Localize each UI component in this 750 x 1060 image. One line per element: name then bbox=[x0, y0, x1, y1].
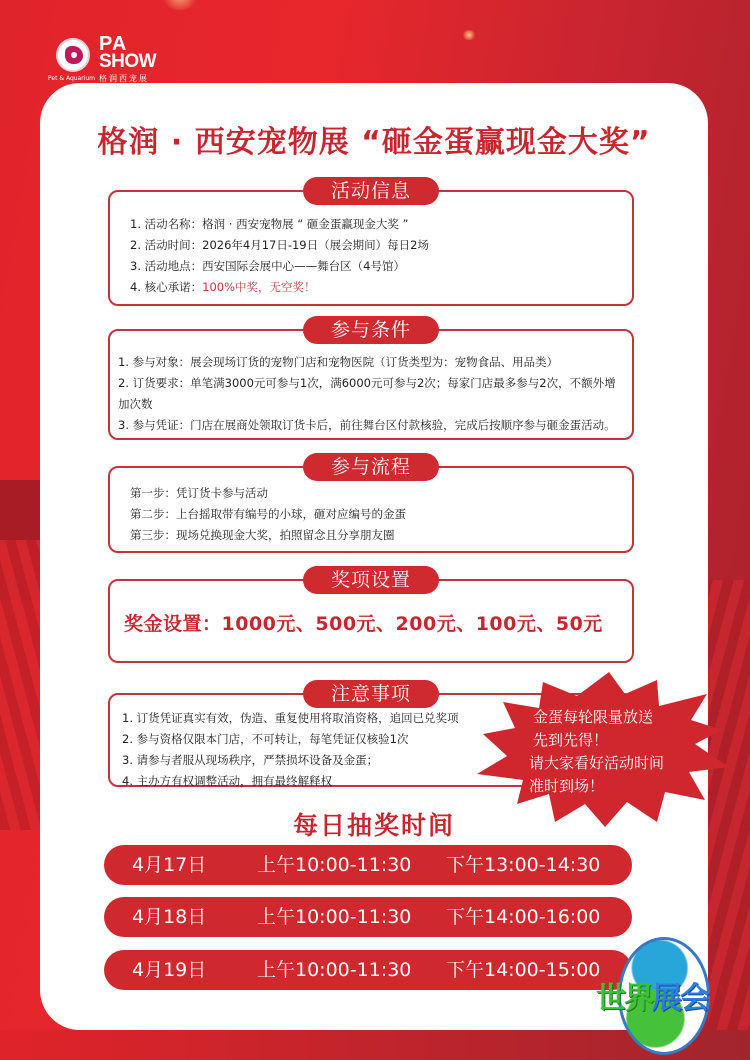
poster-title: 格润 · 西安宠物展 “砸金蛋赢现金大奖” bbox=[97, 125, 651, 160]
daily-draw-title: 每日抽奖时间 bbox=[292, 811, 455, 840]
world-expo-watermark bbox=[596, 937, 748, 1057]
list-item: 3. 活动地点：西安国际会展中心——舞台区（4号馆） bbox=[130, 259, 405, 273]
burst-line: 请大家看好活动时间 bbox=[529, 754, 665, 772]
schedule-row bbox=[104, 845, 632, 885]
list-item bbox=[130, 277, 622, 298]
list-item: 3. 请参与者服从现场秩序，严禁损坏设备及金蛋； bbox=[122, 753, 379, 767]
promise-highlight: 100%中奖，无空奖！ bbox=[202, 280, 316, 294]
logo-subtitle-cn: 格润西宠展 bbox=[99, 74, 149, 83]
schedule-morning: 上午10:00-11:30 bbox=[257, 854, 412, 876]
burst-text bbox=[529, 706, 664, 798]
list-item: 第二步：上台摇取带有编号的小球，砸对应编号的金蛋 bbox=[130, 507, 406, 521]
list-item: 1. 订货凭证真实有效，伪造、重复使用将取消资格，追回已兑奖项 bbox=[122, 711, 459, 725]
logo-text-show: SHOW bbox=[99, 51, 157, 72]
schedule-afternoon: 下午13:00-14:30 bbox=[446, 854, 601, 876]
schedule-date: 4月19日 bbox=[132, 959, 207, 981]
section-tag: 注意事项 bbox=[303, 680, 439, 708]
background-curtain-left bbox=[0, 540, 45, 830]
schedule-morning: 上午10:00-11:30 bbox=[257, 959, 412, 981]
list-item: 第三步：现场兑换现金大奖，拍照留念且分享朋友圈 bbox=[130, 528, 395, 542]
burst-line: 金蛋每轮限量放送 bbox=[533, 708, 654, 726]
limited-offer-burst bbox=[477, 672, 732, 827]
conditions-list bbox=[118, 352, 626, 436]
watermark-text-a: 世界 bbox=[596, 981, 652, 1016]
schedule-date: 4月18日 bbox=[132, 906, 207, 928]
logo-subtitle-en: Pet & Aquarium bbox=[48, 75, 96, 82]
info-list bbox=[130, 214, 622, 298]
list-item: 第一步：凭订货卡参与活动 bbox=[130, 486, 268, 500]
section-tag: 参与条件 bbox=[303, 316, 439, 344]
section-tag: 奖项设置 bbox=[303, 566, 439, 594]
burst-line: 准时到场！ bbox=[529, 777, 605, 795]
background-light bbox=[160, 0, 200, 10]
pet-logo-icon bbox=[56, 38, 90, 72]
schedule-row bbox=[104, 950, 632, 990]
section-activity-info bbox=[108, 180, 634, 306]
section-tag: 活动信息 bbox=[303, 177, 439, 205]
poster-card bbox=[40, 83, 708, 1030]
logo-text-pa: PA bbox=[99, 33, 128, 55]
list-item: 1. 活动名称：格润 · 西安宠物展 “ 砸金蛋赢现金大奖 ” bbox=[130, 217, 409, 231]
section-prizes bbox=[108, 569, 634, 663]
pa-show-logo bbox=[48, 33, 166, 85]
section-process bbox=[108, 456, 634, 553]
list-item: 2. 活动时间：2026年4月17日-19日（展会期间）每日2场 bbox=[130, 238, 429, 252]
item-label: 4. 核心承诺： bbox=[130, 280, 203, 294]
schedule-afternoon: 下午14:00-15:00 bbox=[446, 959, 601, 981]
schedule-date: 4月17日 bbox=[132, 854, 207, 876]
section-conditions bbox=[108, 319, 634, 440]
watermark-text bbox=[596, 973, 708, 1017]
burst-line: 先到先得！ bbox=[533, 731, 609, 749]
list-item: 2. 参与资格仅限本门店，不可转让，每笔凭证仅核验1次 bbox=[122, 732, 409, 746]
list-item: 4. 主办方有权调整活动，拥有最终解释权 bbox=[122, 774, 333, 788]
schedule-morning: 上午10:00-11:30 bbox=[257, 906, 412, 928]
list-item: 2. 订货要求：单笔满3000元可参与1次，满6000元可参与2次；每家门店最多参与2次，不额外增加次数 bbox=[118, 376, 616, 411]
schedule-row bbox=[104, 897, 632, 937]
process-list bbox=[130, 483, 622, 546]
watermark-text-b: 展会 bbox=[652, 981, 708, 1016]
list-item: 1. 参与对象：展会现场订货的宠物门店和宠物医院（订货类型为：宠物食品、用品类） bbox=[118, 355, 559, 369]
list-item: 3. 参与凭证：门店在展商处领取订货卡后，前往舞台区付款核验，完成后按顺序参与砸金蛋活动。 bbox=[118, 418, 616, 432]
schedule-afternoon: 下午14:00-16:00 bbox=[446, 906, 601, 928]
prize-amounts: 奖金设置：1000元、500元、200元、100元、50元 bbox=[124, 613, 603, 635]
background-light bbox=[462, 30, 476, 40]
section-tag: 参与流程 bbox=[303, 453, 439, 481]
